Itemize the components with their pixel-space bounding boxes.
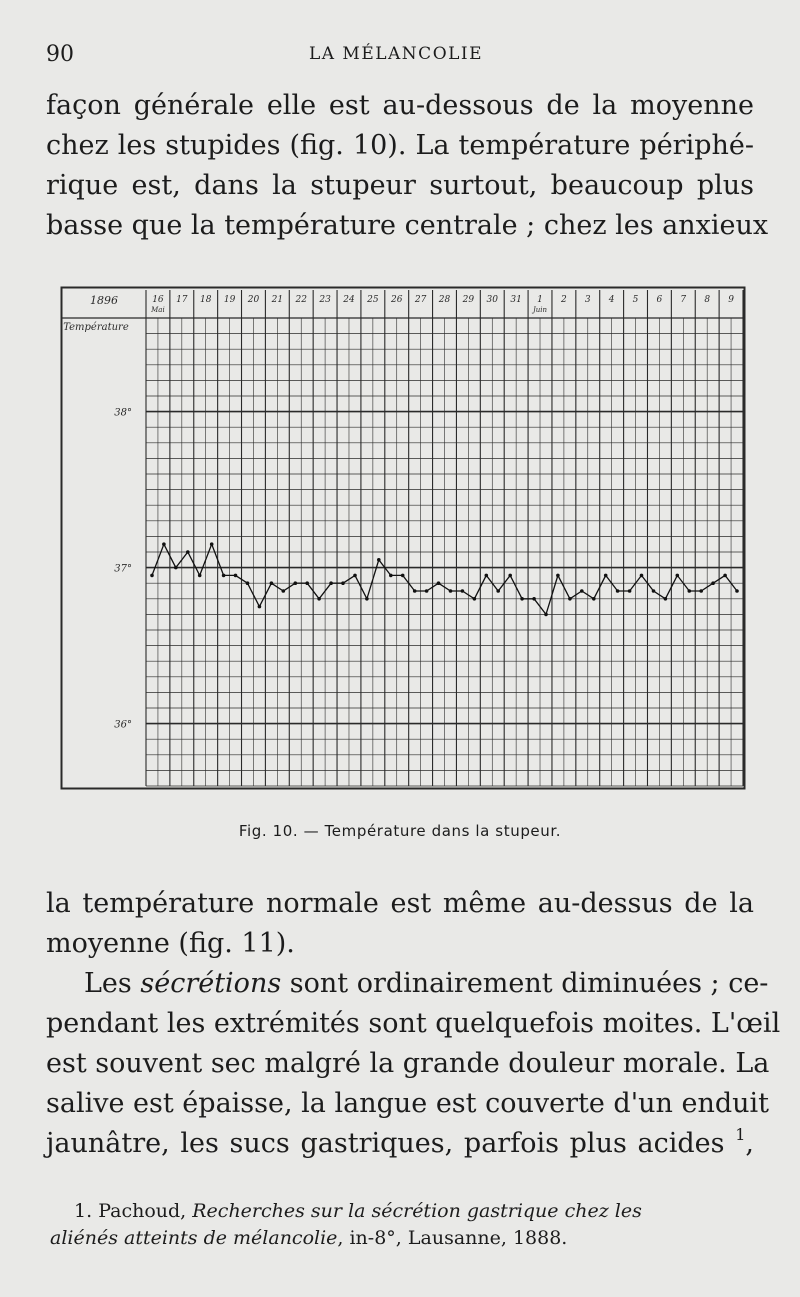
date-tick-label: 27 bbox=[414, 295, 427, 305]
y-tick-label: 36° bbox=[114, 719, 132, 731]
y-tick-label: 37° bbox=[114, 563, 132, 575]
temperature-point bbox=[699, 589, 703, 593]
running-head bbox=[46, 42, 746, 72]
temperature-point bbox=[461, 589, 465, 593]
temperature-point bbox=[485, 574, 489, 578]
temperature-point bbox=[544, 613, 548, 617]
text-span: sont ordinairement diminuées ; ce- bbox=[281, 968, 769, 999]
footnote-author: Pachoud, bbox=[98, 1200, 187, 1222]
temperature-point bbox=[305, 581, 309, 585]
temperature-point bbox=[449, 589, 453, 593]
date-tick-label: 9 bbox=[728, 295, 734, 305]
text-line bbox=[46, 1124, 754, 1164]
temperature-point bbox=[592, 597, 596, 601]
text-line: pendant les extrémités sont quelquefois moites. L'œil bbox=[46, 1008, 781, 1039]
footnote-number: 1. bbox=[74, 1200, 93, 1222]
temperature-point bbox=[377, 558, 381, 562]
date-tick-label: 24 bbox=[343, 295, 355, 305]
temperature-point bbox=[425, 589, 429, 593]
temperature-point bbox=[652, 589, 656, 593]
text-line: est souvent sec malgré la grande douleur morale. La bbox=[46, 1048, 770, 1079]
temperature-point bbox=[616, 589, 620, 593]
temperature-point bbox=[473, 597, 477, 601]
temperature-point bbox=[556, 574, 560, 578]
temperature-point bbox=[162, 542, 166, 546]
temperature-point bbox=[604, 574, 608, 578]
month-label: Juin bbox=[532, 306, 548, 314]
temperature-point bbox=[640, 574, 644, 578]
date-tick-label: 25 bbox=[367, 295, 379, 305]
page-number: 90 bbox=[46, 42, 74, 67]
date-tick-label: 20 bbox=[247, 295, 260, 305]
date-tick-label: 17 bbox=[176, 295, 188, 305]
temperature-point bbox=[520, 597, 524, 601]
temperature-point bbox=[389, 574, 393, 578]
date-tick-label: 29 bbox=[462, 295, 475, 305]
temperature-point bbox=[222, 574, 226, 578]
grid-lines bbox=[146, 290, 743, 786]
row-label: Température bbox=[63, 322, 129, 333]
date-tick-label: 3 bbox=[584, 295, 591, 305]
text-line bbox=[46, 964, 769, 1004]
date-tick-label: 22 bbox=[295, 295, 307, 305]
temperature-point bbox=[294, 581, 298, 585]
text-line: moyenne (fig. 11). bbox=[46, 928, 295, 959]
date-tick-label: 5 bbox=[632, 295, 639, 305]
temperature-point bbox=[688, 589, 692, 593]
date-tick-label: 30 bbox=[486, 295, 498, 305]
date-tick-label: 23 bbox=[319, 295, 331, 305]
footnote-line bbox=[50, 1198, 758, 1225]
temperature-point bbox=[532, 597, 536, 601]
date-tick-label: 7 bbox=[680, 295, 687, 305]
date-tick-label: 6 bbox=[656, 295, 663, 305]
temperature-point bbox=[711, 581, 715, 585]
paragraph-2 bbox=[46, 884, 754, 964]
temperature-point bbox=[317, 597, 321, 601]
temperature-point bbox=[580, 589, 584, 593]
text-line: salive est épaisse, la langue est couverte d'un enduit bbox=[46, 1088, 770, 1119]
temperature-point bbox=[186, 550, 190, 554]
chart-frame bbox=[62, 288, 745, 789]
temperature-point bbox=[735, 589, 739, 593]
temperature-point bbox=[353, 574, 357, 578]
temperature-point bbox=[329, 581, 333, 585]
date-tick-label: 4 bbox=[608, 295, 615, 305]
date-tick-label: 1 bbox=[537, 295, 543, 305]
temperature-point bbox=[365, 597, 369, 601]
footnote-publication: , in-8°, Lausanne, 1888. bbox=[337, 1227, 568, 1249]
temperature-point bbox=[174, 566, 178, 570]
temperature-point bbox=[401, 574, 405, 578]
temperature-point bbox=[198, 574, 202, 578]
date-tick-label: 19 bbox=[223, 295, 236, 305]
running-title: LA MÉLANCOLIE bbox=[308, 44, 484, 64]
date-tick-label: 31 bbox=[510, 295, 522, 305]
temperature-point bbox=[246, 581, 250, 585]
temperature-point bbox=[210, 542, 214, 546]
temperature-point bbox=[676, 574, 680, 578]
temperature-point bbox=[437, 581, 441, 585]
temperature-point bbox=[150, 574, 154, 578]
text-line: la température normale est même au-dessus de la bbox=[46, 888, 754, 919]
text-span: Les bbox=[84, 968, 141, 999]
text-line: basse que la température centrale ; chez les anxieux bbox=[46, 210, 769, 241]
temperature-point bbox=[568, 597, 572, 601]
temperature-point bbox=[270, 581, 274, 585]
month-label: Mai bbox=[151, 306, 165, 314]
date-tick-label: 26 bbox=[391, 295, 403, 305]
footnote-line bbox=[50, 1225, 758, 1252]
footnote bbox=[50, 1198, 758, 1252]
temperature-point bbox=[258, 605, 262, 609]
temperature-point bbox=[628, 589, 632, 593]
temperature-point bbox=[413, 589, 417, 593]
footnote-marker: 1 bbox=[735, 1125, 746, 1144]
date-tick-label: 21 bbox=[271, 295, 284, 305]
date-tick-label: 2 bbox=[561, 295, 567, 305]
paragraph-1 bbox=[46, 86, 769, 246]
text-span: , bbox=[745, 1128, 754, 1159]
date-tick-label: 28 bbox=[438, 295, 451, 305]
figure-caption: Fig. 10. — Température dans la stupeur. bbox=[238, 822, 562, 840]
temperature-point bbox=[234, 574, 238, 578]
temperature-chart-figure bbox=[60, 286, 746, 790]
temperature-point bbox=[664, 597, 668, 601]
emphasis-secretions: sécrétions bbox=[140, 968, 282, 999]
text-line: rique est, dans la stupeur surtout, beaucoup plus bbox=[46, 170, 754, 201]
text-line: façon générale elle est au-dessous de la moyenne bbox=[46, 90, 754, 121]
footnote-title: aliénés atteints de mélancolie bbox=[50, 1227, 338, 1249]
footnote-title: Recherches sur la sécrétion gastrique chez les bbox=[192, 1200, 642, 1222]
temperature-chart bbox=[60, 286, 746, 790]
date-tick-label: 16 bbox=[152, 295, 164, 305]
temperature-point bbox=[282, 589, 286, 593]
date-tick-label: 18 bbox=[199, 295, 212, 305]
temperature-point bbox=[723, 574, 727, 578]
y-tick-label: 38° bbox=[114, 407, 132, 419]
text-line: chez les stupides (fig. 10). La température périphé- bbox=[46, 130, 754, 161]
temperature-point bbox=[508, 574, 512, 578]
year-label: 1896 bbox=[90, 294, 118, 307]
temperature-point bbox=[496, 589, 500, 593]
temperature-point bbox=[341, 581, 345, 585]
paragraph-3 bbox=[46, 964, 781, 1164]
text-span: jaunâtre, les sucs gastriques, parfois plus acides bbox=[46, 1128, 725, 1159]
date-tick-label: 8 bbox=[704, 295, 711, 305]
